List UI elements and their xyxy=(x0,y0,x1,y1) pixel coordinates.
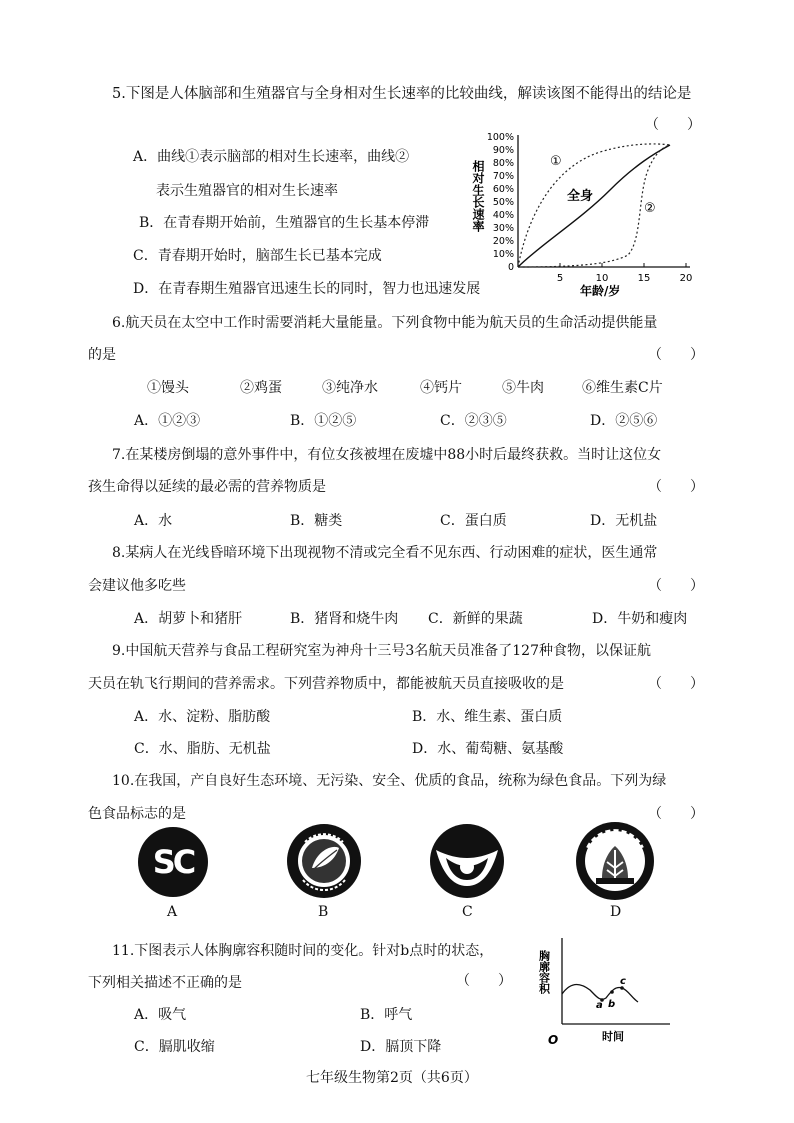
q5-ytick-label: 100% xyxy=(486,132,514,143)
q9-stem-line1: 9.中国航天营养与食品工程研究室为神舟十三号3名航天员准备了127种食物，以保证航 xyxy=(112,643,651,659)
q5-option-a-line1: A．曲线①表示脑部的相对生长速率，曲线② xyxy=(133,149,410,165)
q11-stem-line1: 11.下图表示人体胸廓容积随时间的变化。针对b点时的状态， xyxy=(112,943,494,959)
q11-option-c: C．膈肌收缩 xyxy=(134,1039,215,1055)
q5-option-b: B．在青春期开始前，生殖器官的生长基本停滞 xyxy=(139,215,430,231)
q11-chart-xlabel: 时间 xyxy=(602,1030,624,1043)
q6-item-3: ③纯净水 xyxy=(322,380,378,396)
q5-option-a-line2: 表示生殖器官的相对生长速率 xyxy=(156,183,338,199)
q11-chest-volume-chart xyxy=(538,932,678,1047)
q7-stem-line2: 孩生命得以延续的最必需的营养物质是 xyxy=(88,479,326,495)
q10-stem-line2: 色食品标志的是 xyxy=(88,806,186,822)
q11-option-b: B．呼气 xyxy=(360,1007,413,1023)
q6-stem-line1: 6.航天员在太空中工作时需要消耗大量能量。下列食物中能为航天员的生命活动提供能量 xyxy=(112,315,658,331)
svg-text:SC: SC xyxy=(152,843,194,881)
q11-chart-ylabel: 胸廓容积 xyxy=(538,950,551,994)
q9-stem-line2: 天员在轨飞行期间的营养需求。下列营养物质中，都能被航天员直接吸收的是 xyxy=(88,676,564,692)
q5-label-body: 全身 xyxy=(567,189,594,204)
logo-label-b: B xyxy=(318,904,329,920)
q6-item-1: ①馒头 xyxy=(147,380,189,396)
q5-chart-xlabel: 年龄/岁 xyxy=(580,284,621,298)
q6-option-d: D．②⑤⑥ xyxy=(590,413,658,429)
q8-option-b: B．猪肾和烧牛肉 xyxy=(290,611,399,627)
logo-b-green-food-seal[interactable] xyxy=(285,822,363,900)
q9-option-a: A．水、淀粉、脂肪酸 xyxy=(134,709,271,725)
q11-stem-line2: 下列相关描述不正确的是 xyxy=(88,975,242,991)
q5-ytick-label: 90% xyxy=(492,145,514,156)
page-footer: 七年级生物第2页（共6页） xyxy=(306,1070,478,1086)
q10-stem-line1: 10.在我国，产自良好生态环境、无污染、安全、优质的食品，统称为绿色食品。下列为绿 xyxy=(112,773,667,789)
q9-option-d: D．水、葡萄糖、氨基酸 xyxy=(412,741,564,757)
q5-option-d: D．在青春期生殖器官迅速生长的同时，智力也迅速发展 xyxy=(133,281,481,297)
q7-option-b: B．糖类 xyxy=(290,513,343,529)
q5-xtick-label: 20 xyxy=(679,273,693,284)
q7-option-d: D．无机盐 xyxy=(590,513,658,529)
q5-stem: 5.下图是人体脑部和生殖器官与全身相对生长速率的比较曲线，解读该图不能得出的结论是 xyxy=(112,86,692,102)
svg-text:O: O xyxy=(548,1033,559,1047)
q6-option-b: B．①②⑤ xyxy=(290,413,357,429)
q8-answer-paren[interactable]: （ ） xyxy=(648,578,704,594)
q9-answer-paren[interactable]: （ ） xyxy=(648,676,704,692)
q5-xtick-label: 5 xyxy=(556,273,564,284)
logo-d-pollution-free[interactable] xyxy=(574,820,656,902)
q6-item-5: ⑤牛肉 xyxy=(502,380,544,396)
q6-item-6: ⑥维生素C片 xyxy=(582,380,663,396)
q11-option-d: D．膈顶下降 xyxy=(360,1039,442,1055)
q11-option-a: A．吸气 xyxy=(134,1007,187,1023)
q5-ytick-label: 40% xyxy=(492,210,514,221)
logo-label-d: D xyxy=(610,904,622,920)
q6-item-4: ④钙片 xyxy=(420,380,462,396)
logo-label-c: C xyxy=(462,904,473,920)
q6-option-c: C．②③⑤ xyxy=(440,413,507,429)
q10-answer-paren[interactable]: （ ） xyxy=(648,806,704,822)
q5-ytick-label: 70% xyxy=(492,171,514,182)
logo-c-safety-symbol[interactable] xyxy=(428,822,506,900)
q6-option-a: A．①②③ xyxy=(134,413,201,429)
q8-stem-line2: 会建议他多吃些 xyxy=(88,578,186,594)
q5-xtick-label: 10 xyxy=(595,273,609,284)
q5-ytick-label: 20% xyxy=(492,236,514,247)
q5-ytick-label: 80% xyxy=(492,158,514,169)
q5-xtick-label: 15 xyxy=(637,273,651,284)
q7-answer-paren[interactable]: （ ） xyxy=(648,479,704,495)
q7-option-a: A．水 xyxy=(134,513,173,529)
q6-item-2: ②鸡蛋 xyxy=(240,380,282,396)
q5-chart-ylabel xyxy=(471,159,485,233)
svg-text:a: a xyxy=(596,1000,603,1011)
q7-stem-line1: 7.在某楼房倒塌的意外事件中，有位女孩被埋在废墟中88小时后最终获救。当时让这位女 xyxy=(112,447,662,463)
q8-option-c: C．新鲜的果蔬 xyxy=(428,611,523,627)
logo-a-sc[interactable] xyxy=(136,825,210,899)
q5-growth-chart xyxy=(470,125,700,300)
q9-option-c: C．水、脂肪、无机盐 xyxy=(134,741,271,757)
logo-label-a: A xyxy=(167,904,178,920)
q5-ytick-label: 10% xyxy=(492,249,514,260)
q9-option-b: B．水、维生素、蛋白质 xyxy=(412,709,563,725)
q5-option-c: C．青春期开始时，脑部生长已基本完成 xyxy=(133,248,382,264)
q11-answer-paren[interactable]: （ ） xyxy=(456,973,512,989)
q5-ytick-label: 0 xyxy=(507,262,514,273)
q8-stem-line1: 8.某病人在光线昏暗环境下出现视物不清或完全看不见东西、行动困难的症状，医生通常 xyxy=(112,545,658,561)
q5-ytick-label: 30% xyxy=(492,223,514,234)
svg-text:相对生长速率: 相对生长速率 xyxy=(471,160,485,232)
q8-option-a: A．胡萝卜和猪肝 xyxy=(134,611,243,627)
q7-option-c: C．蛋白质 xyxy=(440,513,507,529)
q5-ytick-label: 60% xyxy=(492,184,514,195)
q6-answer-paren[interactable]: （ ） xyxy=(648,347,704,363)
q5-label-2: ② xyxy=(644,201,656,216)
q5-label-1: ① xyxy=(550,154,562,169)
q6-stem-line2: 的是 xyxy=(88,347,116,363)
svg-text:b: b xyxy=(608,999,616,1010)
q8-option-d: D．牛奶和瘦肉 xyxy=(592,611,688,627)
q5-ytick-label: 50% xyxy=(492,197,514,208)
q5-answer-paren[interactable]: （ ） xyxy=(645,117,701,133)
svg-text:c: c xyxy=(620,976,626,987)
